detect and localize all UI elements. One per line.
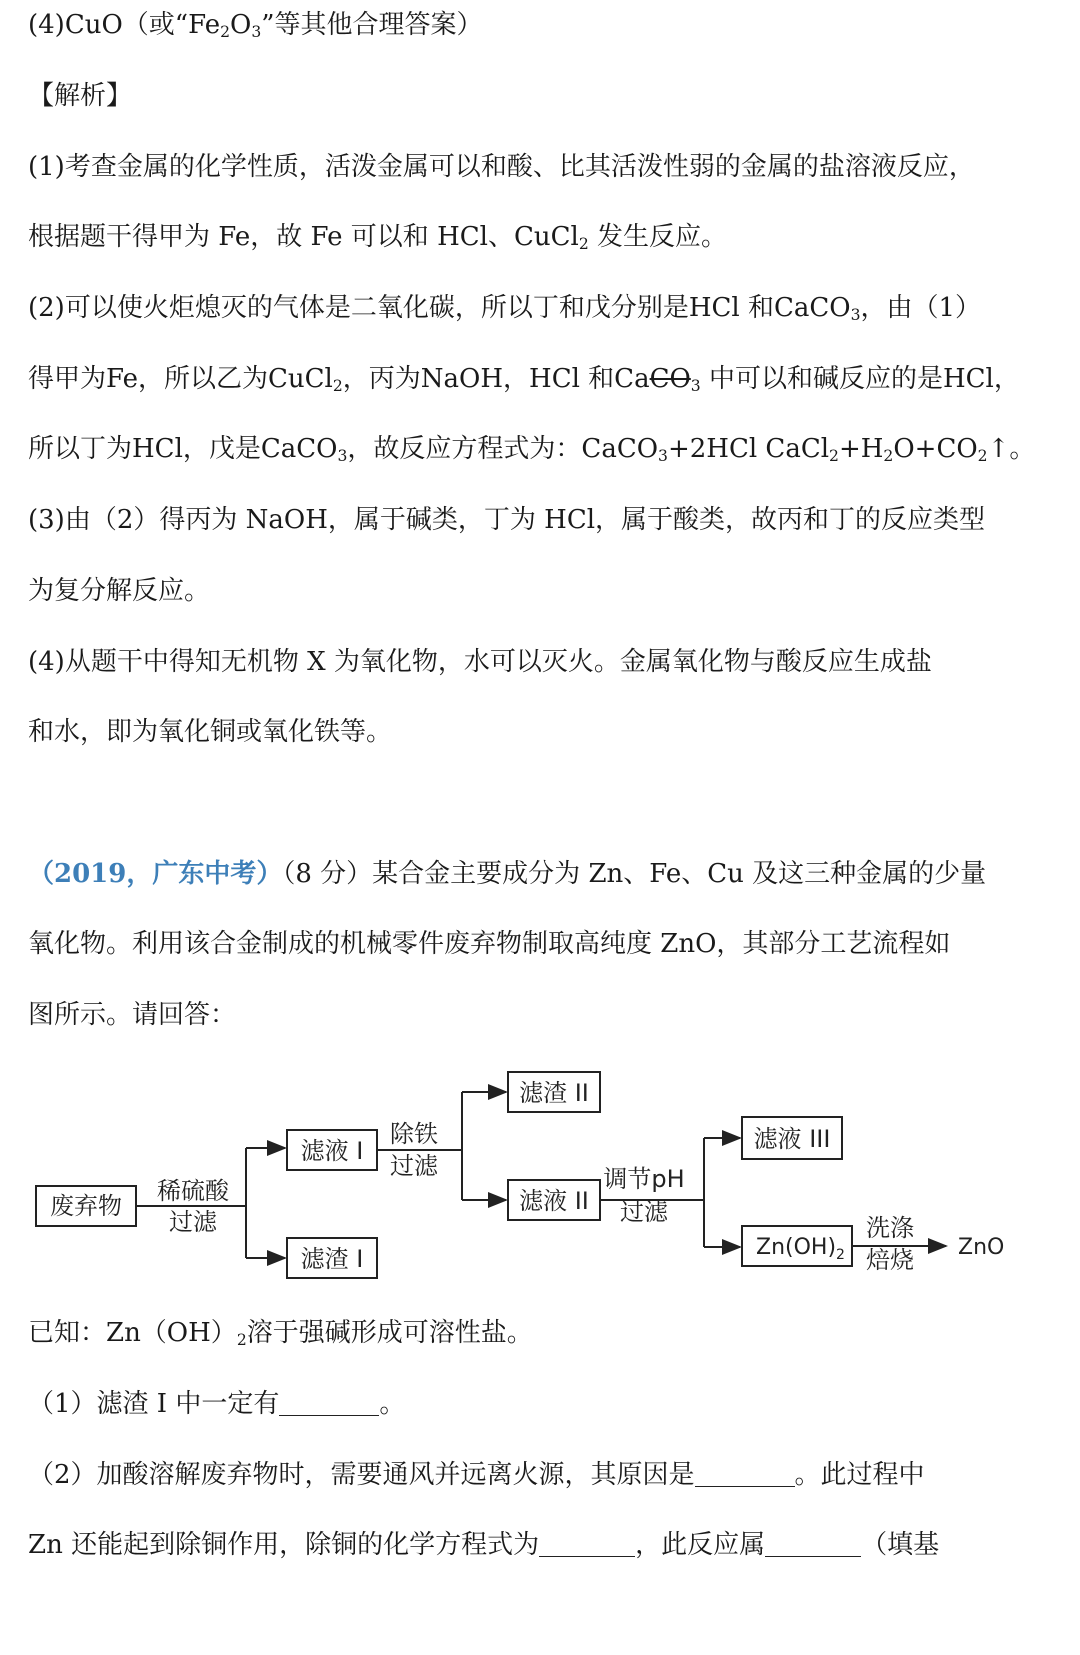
subscript: 3 xyxy=(690,376,701,395)
struck-text: CO xyxy=(649,364,691,394)
subscript: 2 xyxy=(220,22,231,41)
text: 发生反应。 xyxy=(588,222,727,252)
subscript: 3 xyxy=(251,22,262,41)
text: ，由（1） xyxy=(860,293,982,323)
subscript: 2 xyxy=(236,1330,247,1349)
text: (2)可以使火炬熄灭的气体是二氧化碳，所以丁和戊分别是HCl 和CaCO xyxy=(28,293,851,323)
product-label: ZnO xyxy=(958,1235,1005,1260)
text: 中可以和碱反应的是HCl， xyxy=(700,364,1020,394)
subscript: 2 xyxy=(332,376,343,395)
step3-top-label: 调节pH xyxy=(603,1165,685,1193)
question-line3: 图所示。请回答： xyxy=(28,1000,237,1030)
residue2-label: 滤渣 II xyxy=(519,1079,589,1107)
text: 已知：Zn（OH） xyxy=(28,1318,237,1348)
known-line xyxy=(28,1316,1058,1350)
text: （填基 xyxy=(861,1530,940,1560)
subscript: 2 xyxy=(883,446,894,465)
step2-top-label: 除铁 xyxy=(390,1120,438,1148)
answer-blank[interactable] xyxy=(279,1391,379,1416)
question-source: （2019，广东中考） xyxy=(28,859,283,889)
p4-line1: (4)从题干中得知无机物 X 为氧化物，水可以灭火。金属氧化物与酸反应生成盐 xyxy=(28,647,932,677)
text: （2）加酸溶解废弃物时，需要通风并远离火源，其原因是 xyxy=(28,1460,695,1490)
znoh2-subscript: 2 xyxy=(836,1247,845,1263)
answer-line xyxy=(28,8,1058,42)
subscript: 3 xyxy=(337,446,348,465)
znoh2-text: Zn(OH) xyxy=(756,1235,837,1260)
p2-line2 xyxy=(28,362,1058,396)
p3-line1: (3)由（2）得丙为 NaOH，属于碱类，丁为 HCl，属于酸类，故丙和丁的反应类型 xyxy=(28,505,986,535)
filtrate2-label: 滤液 II xyxy=(519,1187,589,1215)
question-2-line2 xyxy=(28,1528,1058,1562)
answer-text-a: (4)CuO（或“Fe xyxy=(28,10,221,40)
process-flowchart xyxy=(0,1060,1080,1300)
answer-blank[interactable] xyxy=(539,1532,635,1557)
text: +H xyxy=(838,434,884,464)
p1-line1: (1)考查金属的化学性质，活泼金属可以和酸、比其活泼性弱的金属的盐溶液反应， xyxy=(28,152,975,182)
filtrate3-label: 滤液 III xyxy=(753,1125,831,1153)
p2-line1 xyxy=(28,291,1058,325)
text: 所以丁为HCl，戊是CaCO xyxy=(28,434,338,464)
text: （1）滤渣 I 中一定有 xyxy=(28,1389,280,1419)
text: +2HCl CaCl xyxy=(667,434,830,464)
answer-text-b: O xyxy=(230,10,252,40)
step1-bottom-label: 过滤 xyxy=(169,1208,217,1236)
p1-line2 xyxy=(28,220,1058,254)
znoh2-label xyxy=(756,1235,845,1263)
text: O+CO xyxy=(893,434,978,464)
text: Zn 还能起到除铜作用，除铜的化学方程式为 xyxy=(28,1530,540,1560)
question-line1 xyxy=(28,857,1058,891)
text: ，故反应方程式为：CaCO xyxy=(347,434,659,464)
subscript: 3 xyxy=(658,446,668,465)
filtrate1-label: 滤液 I xyxy=(300,1137,364,1165)
residue1-label: 滤渣 I xyxy=(300,1245,364,1273)
p3-line2: 为复分解反应。 xyxy=(28,576,211,606)
text: ，此反应属 xyxy=(635,1530,766,1560)
step1-top-label: 稀硫酸 xyxy=(157,1177,229,1205)
waste-label: 废弃物 xyxy=(50,1192,122,1220)
analysis-title: 【解析】 xyxy=(28,81,133,111)
text: 。 xyxy=(379,1389,406,1419)
subscript: 2 xyxy=(829,446,839,465)
answer-text-c: ”等其他合理答案） xyxy=(261,10,483,40)
question-2-line1 xyxy=(28,1458,1058,1492)
text: 溶于强碱形成可溶性盐。 xyxy=(246,1318,533,1348)
subscript: 3 xyxy=(850,305,861,324)
p2-line3 xyxy=(28,432,1058,466)
p4-line2: 和水，即为氧化铜或氧化铁等。 xyxy=(28,717,393,747)
step4-bottom-label: 焙烧 xyxy=(866,1246,914,1274)
text: 。此过程中 xyxy=(794,1460,925,1490)
text: ，丙为NaOH，HCl 和Ca xyxy=(342,364,650,394)
text: 根据题干得甲为 Fe，故 Fe 可以和 HCl、CuCl xyxy=(28,222,579,252)
text: ↑。 xyxy=(987,434,1036,464)
question-1 xyxy=(28,1387,1058,1421)
question-line2: 氧化物。利用该合金制成的机械零件废弃物制取高纯度 ZnO，其部分工艺流程如 xyxy=(28,929,951,959)
answer-blank[interactable] xyxy=(765,1532,861,1557)
subscript: 2 xyxy=(977,446,988,465)
step3-bottom-label: 过滤 xyxy=(620,1198,668,1226)
step2-bottom-label: 过滤 xyxy=(390,1152,438,1180)
text: 得甲为Fe，所以乙为CuCl xyxy=(28,364,333,394)
step4-top-label: 洗涤 xyxy=(866,1214,914,1242)
text: （8 分）某合金主要成分为 Zn、Fe、Cu 及这三种金属的少量 xyxy=(282,859,987,889)
subscript: 2 xyxy=(578,234,589,253)
answer-blank[interactable] xyxy=(695,1462,795,1487)
